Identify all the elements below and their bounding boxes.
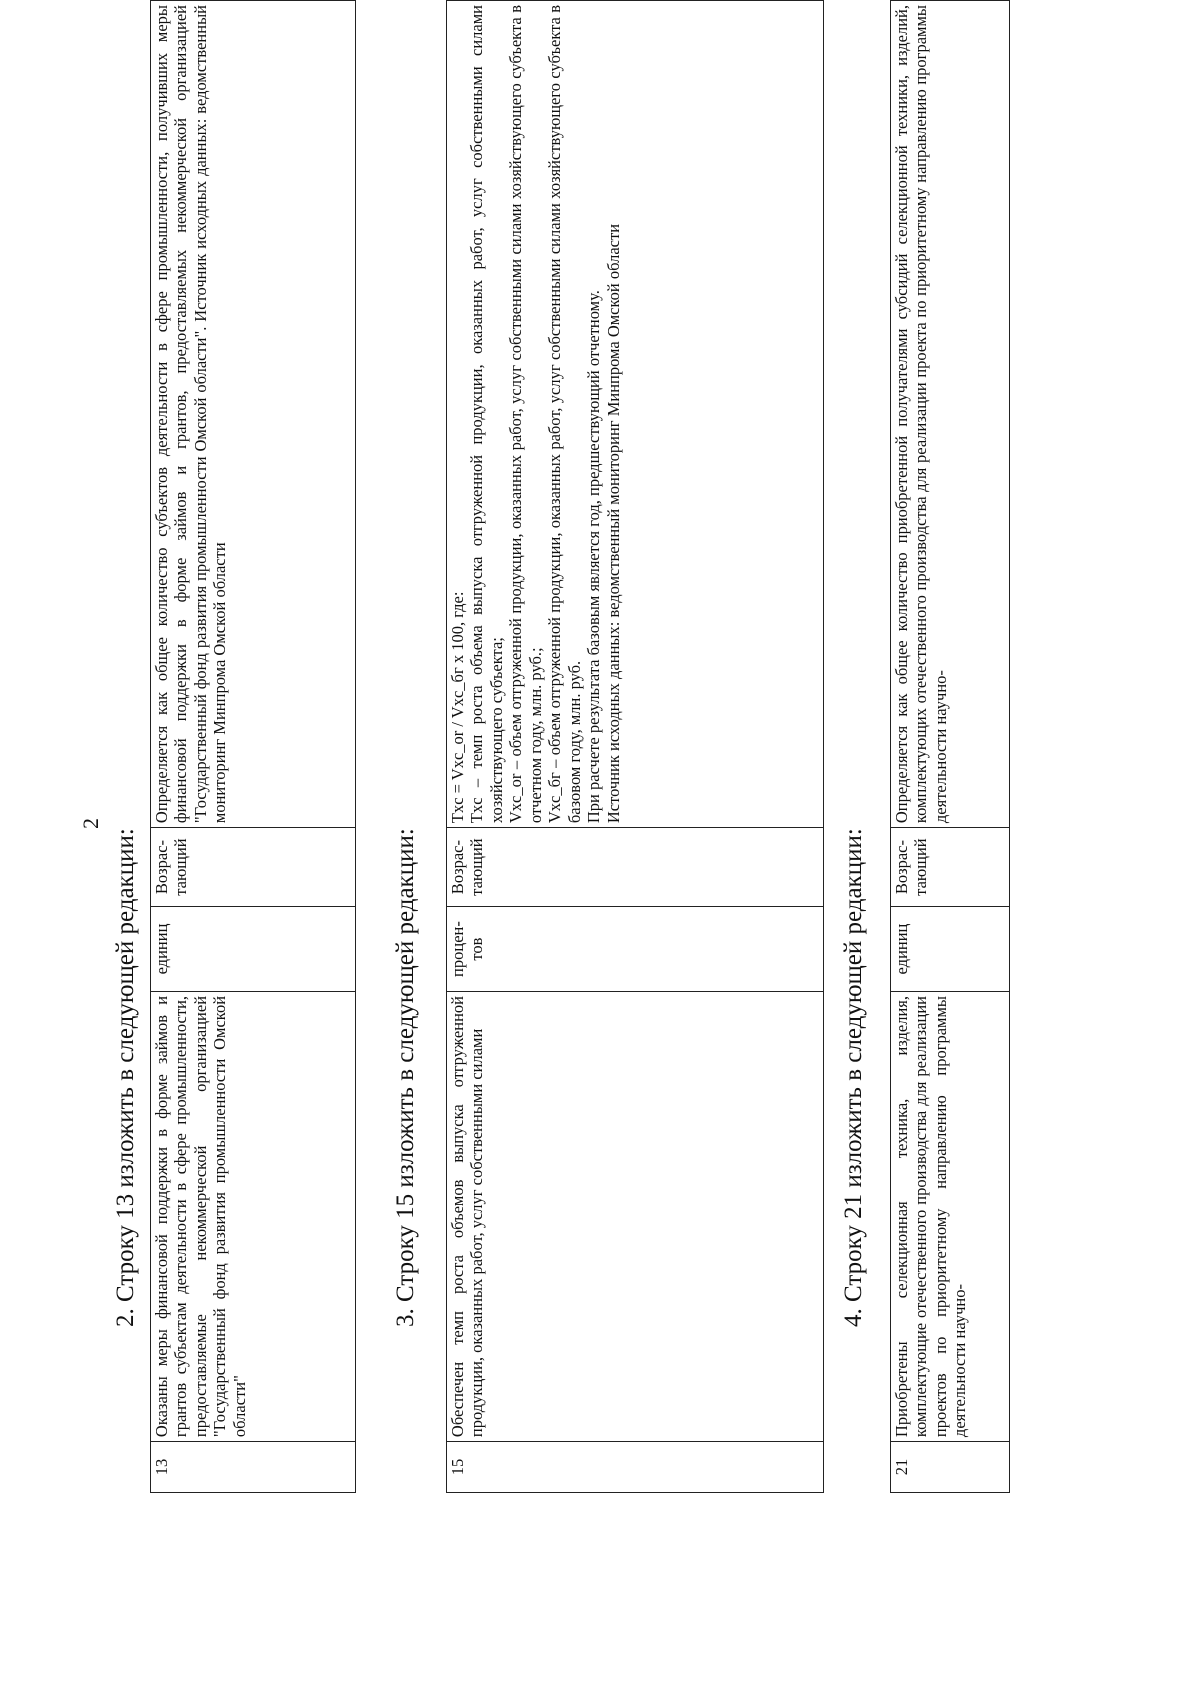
indicator-direction: Возрас-тающий: [447, 828, 824, 907]
section-heading-2: 2. Строку 13 изложить в следующей редакции:: [112, 828, 139, 1327]
definition-line: При расчете результата базовым является год, предшествующий отчетному.: [584, 290, 604, 824]
calculation-method: [151, 1, 356, 828]
definition-line: Источник исходных данных: ведомственный мониторинг Минпрома Омской области: [603, 223, 623, 824]
formula-line: Txc = Vxc_or / Vxc_бг x 100, где:: [448, 591, 467, 824]
row-number: 13: [151, 1442, 356, 1493]
result-name: Приобретены селекционная техника, изделия, комплектующие отечественного производства для реализации проектов по приоритетному направлению программы деятельности научно-: [891, 991, 1010, 1441]
indicator-direction: Возрас-тающий: [891, 828, 1010, 907]
unit-of-measure: единиц: [891, 907, 1010, 992]
definition-line: Определяется как общее количество субъектов деятельности в сфере промышленности, получивших меры финансовой поддержки в форме займов и грантов, предоставляемых некоммерческой организацией "Государственный фонд развития промышленности Омской области". Источник исходных данных: ведомственный мониторинг Минпрома Омской области: [152, 5, 230, 824]
row-number: 15: [447, 1442, 824, 1493]
definition-line: Vxc_бг – объем отгруженной продукции, оказанных работ, услуг собственными силами хозяйствующего субъекта в базовом году, млн. руб.: [545, 5, 584, 824]
table-row-15: [446, 0, 824, 1493]
unit-of-measure: процен-тов: [447, 907, 824, 992]
definition-line: Vxc_or – объем отгруженной продукции, оказанных работ, услуг собственными силами хозяйствующего субъекта в отчетном году, млн. руб.;: [506, 5, 545, 824]
table-row-13: [150, 0, 356, 1493]
calculation-method: [891, 1, 1010, 828]
definition-line: Txc – темп роста объема выпуска отгруженной продукции, оказанных работ, услуг собственными силами хозяйствующего субъекта;: [467, 5, 506, 824]
calculation-method: [447, 1, 824, 828]
result-name: Обеспечен темп роста объемов выпуска отгруженной продукции, оказанных работ, услуг собственными силами: [447, 992, 824, 1442]
row-number: 21: [891, 1442, 1010, 1493]
unit-of-measure: единиц: [151, 907, 356, 992]
definition-line: Определяется как общее количество приобретенной получателями субсидий селекционной техники, изделий, комплектующих отечественного производства для реализации проекта по приоритетному направлению программы деятельности научно-: [892, 5, 950, 824]
section-heading-4: 4. Строку 21 изложить в следующей редакции:: [840, 828, 867, 1327]
result-name: Оказаны меры финансовой поддержки в форме займов и грантов субъектам деятельности в сфере промышленности, предоставляемые некоммерческой организацией "Государственный фонд развития промышленности Омской области": [151, 991, 356, 1441]
section-heading-3: 3. Строку 15 изложить в следующей редакции:: [392, 828, 419, 1327]
indicator-direction: Возрас-тающий: [151, 828, 356, 907]
table-row-21: [890, 0, 1010, 1493]
page-number: 2: [78, 818, 103, 829]
